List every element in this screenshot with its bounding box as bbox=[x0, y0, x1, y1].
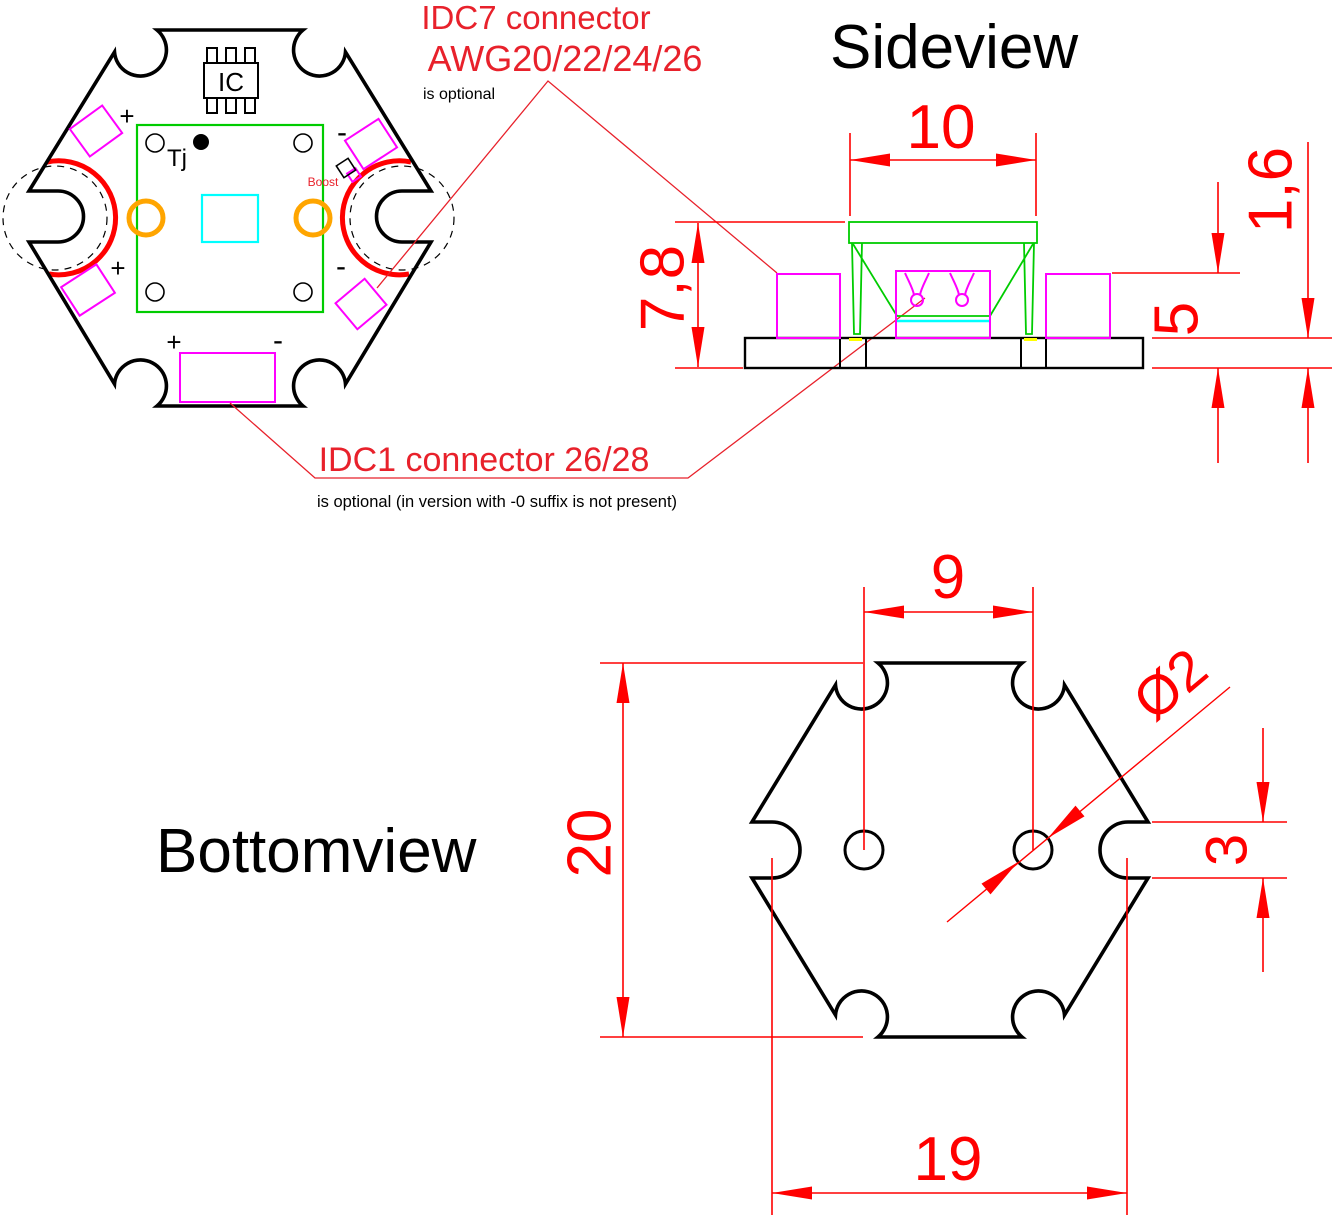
pad-circle bbox=[294, 134, 312, 152]
arrowhead bbox=[850, 154, 890, 167]
tj-label: Tj bbox=[167, 145, 187, 172]
pad-bottom bbox=[180, 353, 275, 402]
led-slope-left bbox=[853, 244, 897, 316]
arrowhead bbox=[982, 862, 1019, 894]
arrowhead bbox=[1212, 233, 1225, 273]
arrowhead bbox=[692, 327, 705, 367]
ic-pin bbox=[226, 98, 236, 113]
arrowhead bbox=[1212, 368, 1225, 408]
idc7-callout-title: IDC7 connector bbox=[421, 0, 651, 36]
bottom-view bbox=[156, 543, 1287, 1215]
dim-board-thickness-value: 1,6 bbox=[1236, 146, 1306, 234]
arrowhead bbox=[996, 154, 1036, 167]
idc7-callout-subtitle: AWG20/22/24/26 bbox=[427, 38, 703, 79]
pad-circle bbox=[146, 283, 164, 301]
connector-left bbox=[777, 274, 840, 338]
dim-notch-spacing-value: 19 bbox=[913, 1125, 983, 1194]
keepout-circle-right bbox=[350, 166, 454, 270]
pad-circle bbox=[146, 134, 164, 152]
dim-slot-width-value: 3 bbox=[1194, 833, 1260, 867]
arrowhead bbox=[1257, 782, 1270, 822]
connector-center bbox=[896, 271, 990, 338]
idc7-callout-note: is optional bbox=[423, 86, 496, 103]
dim-board-height bbox=[600, 663, 863, 1037]
star-board-outline-bottom bbox=[752, 663, 1148, 1037]
plus-mark: + bbox=[166, 327, 182, 357]
dim-connector-height-value: 5 bbox=[1142, 301, 1212, 337]
arrowhead bbox=[1302, 298, 1315, 338]
ic-pin bbox=[245, 48, 255, 63]
ic-label: IC bbox=[218, 67, 244, 97]
dim-hole-diameter-value: Ø2 bbox=[1121, 635, 1219, 733]
side-connectors bbox=[777, 271, 1110, 338]
dim-hole-spacing bbox=[864, 587, 1033, 850]
dim-package-width-value: 10 bbox=[906, 93, 976, 162]
thermal-pad bbox=[202, 195, 258, 242]
arrowhead bbox=[1302, 368, 1315, 408]
tj-point bbox=[193, 134, 209, 150]
arrowhead bbox=[617, 997, 630, 1037]
ic-pin bbox=[207, 48, 217, 63]
arrowhead bbox=[1087, 1187, 1127, 1200]
callouts bbox=[230, 0, 925, 511]
arrowhead bbox=[1048, 806, 1085, 838]
red-arc-left bbox=[47, 161, 116, 275]
plus-mark: + bbox=[110, 253, 126, 283]
led-package bbox=[849, 222, 1037, 334]
orange-ring-right bbox=[296, 201, 330, 235]
dim-hole-diameter bbox=[947, 636, 1230, 922]
side-view-title: Sideview bbox=[830, 13, 1079, 82]
boost-label: Boost bbox=[307, 175, 339, 189]
idc1-callout-title: IDC1 connector 26/28 bbox=[318, 441, 650, 479]
orange-ring-left bbox=[129, 201, 163, 235]
arrowhead bbox=[1257, 878, 1270, 918]
arrowhead bbox=[617, 663, 630, 703]
wire-clip-prongs bbox=[950, 273, 974, 295]
arrowhead bbox=[993, 606, 1033, 619]
keepout-circle-left bbox=[3, 166, 107, 270]
dim-hole-spacing-value: 9 bbox=[930, 543, 966, 612]
idc1-callout-note: is optional (in version with -0 suffix is not present) bbox=[316, 493, 678, 511]
plus-mark: + bbox=[119, 101, 135, 131]
wire-clip-prongs bbox=[905, 273, 929, 295]
base-plate-joints bbox=[840, 338, 1046, 368]
ic-pin bbox=[226, 48, 236, 63]
base-plate bbox=[745, 338, 1143, 368]
dim-total-height-value: 7,8 bbox=[628, 244, 698, 332]
pad-circle bbox=[294, 283, 312, 301]
minus-mark: - bbox=[337, 116, 347, 149]
top-view bbox=[3, 30, 454, 406]
ic-pin bbox=[245, 98, 255, 113]
boost-pad bbox=[336, 158, 355, 177]
dim-board-height-value: 20 bbox=[555, 808, 625, 878]
arrowhead bbox=[864, 606, 904, 619]
minus-mark: - bbox=[336, 250, 346, 283]
led-lens-top bbox=[849, 222, 1037, 243]
arrowhead bbox=[772, 1187, 812, 1200]
wire-clip-hole bbox=[956, 294, 968, 306]
led-slope-right bbox=[990, 244, 1033, 316]
ic-pin bbox=[207, 98, 217, 113]
connector-right bbox=[1046, 274, 1110, 338]
bottom-view-title: Bottomview bbox=[156, 817, 477, 886]
side-view bbox=[629, 13, 1333, 463]
minus-mark: - bbox=[273, 324, 283, 357]
